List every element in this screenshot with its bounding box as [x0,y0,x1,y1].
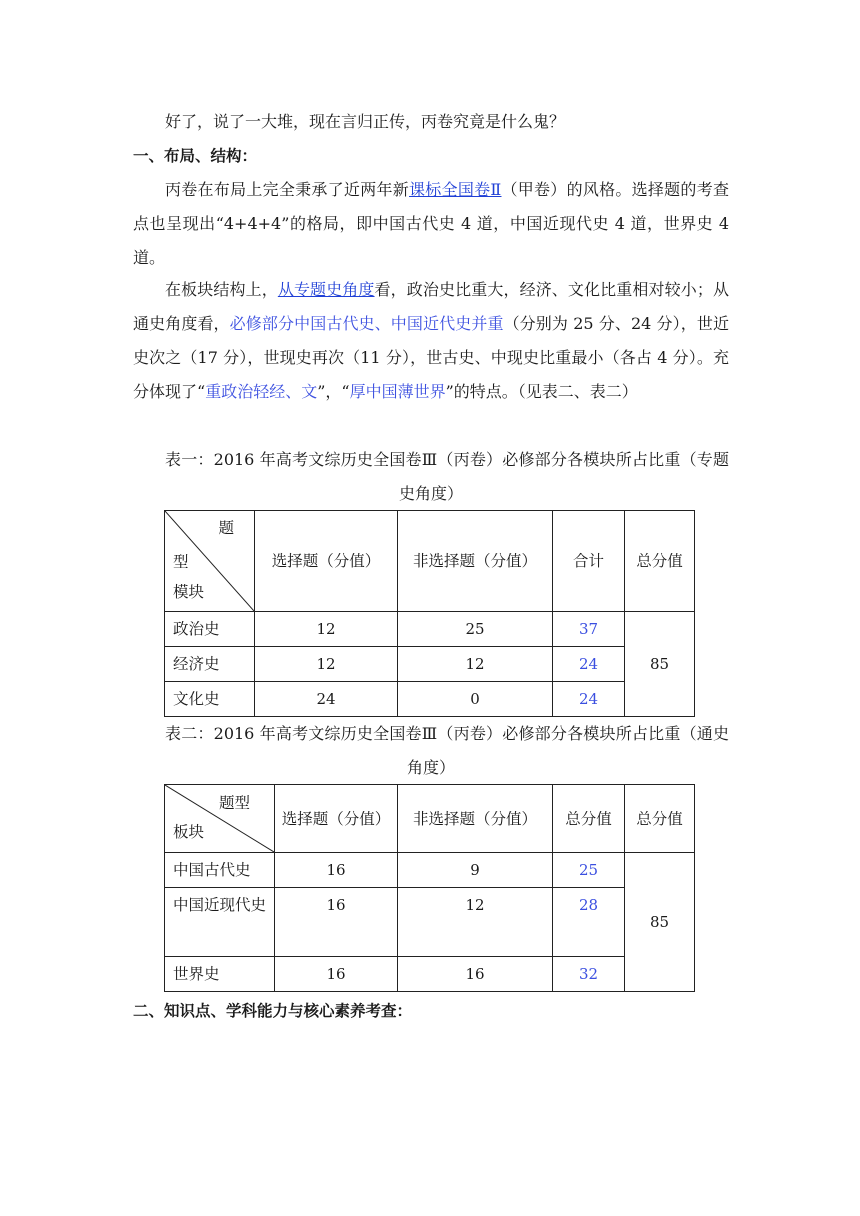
total-score: 24 [553,682,625,717]
grand-total: 85 [625,612,695,717]
p1-text-a: 丙卷在布局上完全秉承了近两年新 [165,180,410,199]
table-row [165,888,695,957]
table1-header-total: 合计 [553,511,625,612]
table1-header-grand-total: 总分值 [625,511,695,612]
choice-score: 16 [275,853,398,888]
table2-corner-cell [165,785,275,853]
row-label: 政治史 [165,612,255,647]
table1-header-choice: 选择题（分值） [255,511,398,612]
row-label: 中国古代史 [165,853,275,888]
total-score: 37 [553,612,625,647]
corner-label-bottom: 板块 [173,823,205,841]
table1-header-nonchoice: 非选择题（分值） [398,511,553,612]
table-row [165,853,695,888]
p2-text-e: ”的特点。（见表二、表二） [445,382,638,401]
choice-score: 16 [275,957,398,992]
section1-heading: 一、布局、结构： [133,147,258,165]
table2-header-nonchoice: 非选择题（分值） [398,785,553,853]
p2-highlight-3: 厚中国薄世界 [349,382,446,401]
total-score: 25 [553,853,625,888]
row-label: 中国近现代史 [165,888,275,957]
table2 [164,784,695,992]
table-row [165,612,695,647]
nonchoice-score: 12 [398,647,553,682]
nonchoice-score: 25 [398,612,553,647]
total-score: 24 [553,647,625,682]
table2-header-total: 总分值 [553,785,625,853]
p1-text-b: （甲卷）的风格。选择题的考查点也呈现出“4+4+4”的格局，即中国古代史 4 道，中国近现代史 4 道，世界史 4 道。 [133,180,729,267]
corner-label-top: 题型 [218,794,250,812]
total-score: 28 [553,888,625,957]
table1-corner-cell [165,511,255,612]
nonchoice-score: 9 [398,853,553,888]
choice-score: 24 [255,682,398,717]
p2-text-c: （分别为 25 分、24 分），世近史次之（17 分），世现史再次（11 分），世古史、中现史比重最小（各占 4 分）。充分体现了“ [133,314,729,401]
table1-header-row [165,511,695,612]
table2-header-grand-total: 总分值 [625,785,695,853]
table2-header-choice: 选择题（分值） [275,785,398,853]
p2-highlight-1: 必修部分中国古代史、中国近代史并重 [229,314,504,333]
p2-highlight-2: 重政治轻经、文 [205,382,318,401]
nonchoice-score: 12 [398,888,553,957]
corner-label-top: 题 [218,519,234,537]
p2-text-b: 看，政治史比重大，经济、文化比重相对较小；从通史角度看， [133,280,729,333]
section1-paragraph-1 [133,173,729,275]
thematic-history-link[interactable]: 从专题史角度 [277,280,375,299]
table-row [165,957,695,992]
choice-score: 12 [255,612,398,647]
table1 [164,510,695,717]
table1-caption: 表一：2016 年高考文综历史全国卷Ⅲ（丙卷）必修部分各模块所占比重（专题史角度） [165,450,729,503]
table-row [165,647,695,682]
section2-heading: 二、知识点、学科能力与核心素养考查： [133,1002,413,1020]
row-label: 世界史 [165,957,275,992]
p2-text-a: 在板块结构上， [165,280,278,299]
table2-header-row [165,785,695,853]
nonchoice-score: 16 [398,957,553,992]
row-label: 文化史 [165,682,255,717]
nonchoice-score: 0 [398,682,553,717]
corner-label-bottom: 模块 [173,583,205,601]
choice-score: 16 [275,888,398,957]
row-label: 经济史 [165,647,255,682]
choice-score: 12 [255,647,398,682]
table2-caption: 表二：2016 年高考文综历史全国卷Ⅲ（丙卷）必修部分各模块所占比重（通史角度） [165,724,729,777]
intro-paragraph: 好了，说了一大堆，现在言归正传，丙卷究竟是什么鬼？ [165,112,566,131]
curriculum-exam-link[interactable]: 课标全国卷Ⅱ [409,180,502,199]
total-score: 32 [553,957,625,992]
table-row [165,682,695,717]
p2-text-d: ”，“ [317,382,350,401]
section1-paragraph-2 [133,273,729,409]
grand-total: 85 [625,853,695,992]
corner-label-mid: 型 [173,553,189,571]
